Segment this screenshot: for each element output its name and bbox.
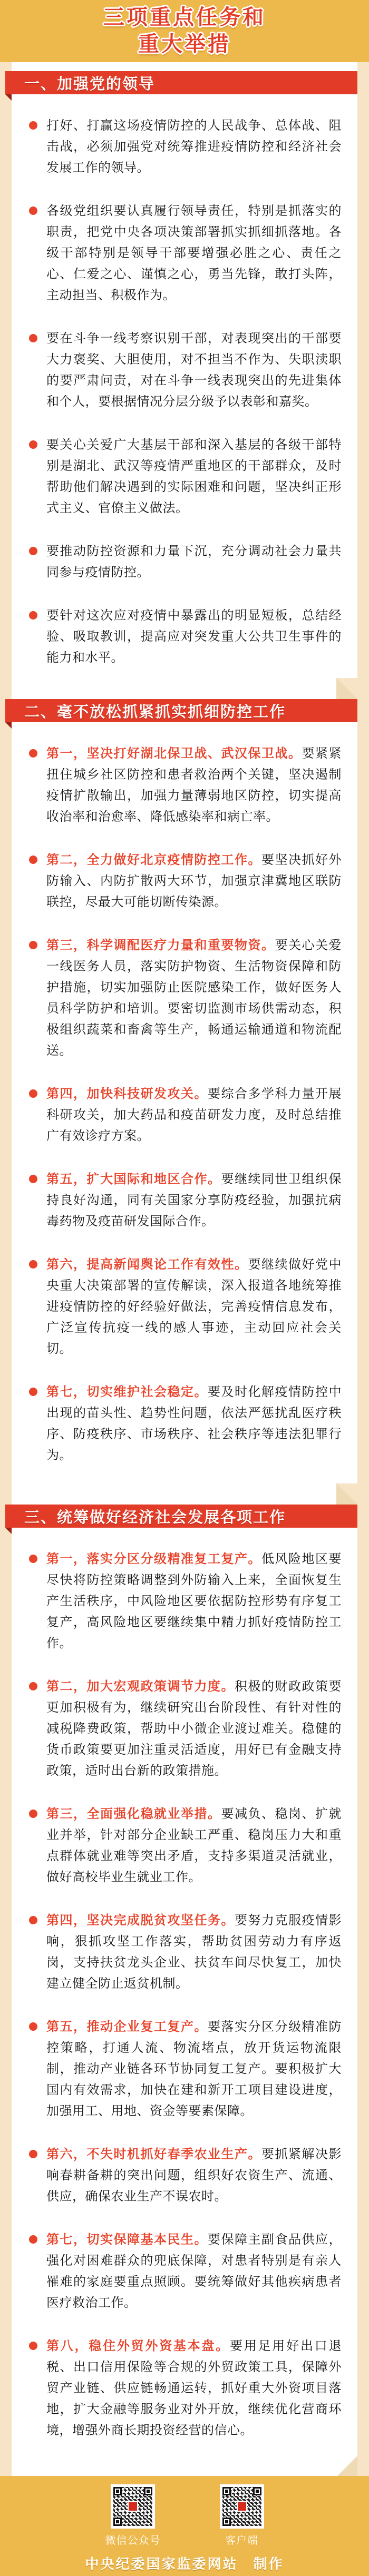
list-item xyxy=(29,2336,342,2441)
item-text xyxy=(46,1169,342,1232)
section-1 xyxy=(12,71,357,699)
qr-logo-icon xyxy=(128,2501,138,2512)
list-item xyxy=(29,743,342,828)
item-lead: 第七，切实维护社会稳定。 xyxy=(46,1385,208,1399)
item-body: 要综合多学科力量开展科研攻关，加大药品和疫苗研发力度，及时总结推广有效诊疗方案。 xyxy=(46,1087,342,1143)
item-lead: 第七，切实保障基本民生。 xyxy=(46,2233,208,2247)
item-lead: 第一，坚决打好湖北保卫战、武汉保卫战。 xyxy=(46,746,302,761)
list-item xyxy=(29,328,342,412)
list-item xyxy=(29,2017,342,2122)
bullet-dot-icon xyxy=(29,611,37,620)
bullet-dot-icon xyxy=(29,941,37,949)
bullet-dot-icon xyxy=(29,1555,37,1563)
bullet-dot-icon xyxy=(29,749,37,758)
item-text xyxy=(46,1804,342,1888)
item-body: 要继续同世卫组织保持良好沟通，同有关国家分享防疫经验，加强抗病毒药物及疫苗研发国际合作。 xyxy=(46,1172,342,1228)
section-2 xyxy=(12,699,357,1505)
client-qr-block xyxy=(220,2484,264,2547)
item-body: 要落实分区分级精准防控策略，打通人流、物流堵点，放开货运物流限制，推动产业链各环节协同复工复产。要积极扩大国内有效需求，加快在建和新开工项目建设进度，加强用工、用地、资金等要素保障。 xyxy=(46,2020,342,2118)
qr-code-row xyxy=(0,2484,369,2547)
content-card xyxy=(12,62,357,2476)
item-text xyxy=(46,2017,342,2122)
item-lead: 第二，全力做好北京疫情防控工作。 xyxy=(46,853,261,867)
item-text xyxy=(46,1382,342,1466)
qr-finder-icon xyxy=(144,2487,152,2495)
bullet-dot-icon xyxy=(29,334,37,342)
item-text xyxy=(46,435,342,519)
qr-finder-icon xyxy=(253,2487,261,2495)
section-item-list xyxy=(12,94,357,699)
item-text xyxy=(46,935,342,1061)
qr-finder-icon xyxy=(113,2487,122,2495)
list-item xyxy=(29,1804,342,1888)
bullet-dot-icon xyxy=(29,1682,37,1690)
bullet-dot-icon xyxy=(29,1089,37,1098)
qr-finder-icon xyxy=(113,2518,122,2526)
folded-corner-icon xyxy=(336,678,357,699)
section-heading-banner xyxy=(5,699,357,722)
bullet-dot-icon xyxy=(29,1810,37,1818)
item-text xyxy=(46,1910,342,1994)
bullet-dot-icon xyxy=(29,2150,37,2158)
wechat-qr-label: 微信公众号 xyxy=(105,2535,161,2546)
list-item xyxy=(29,1549,342,1654)
list-item xyxy=(29,1169,342,1232)
item-body: 要推动防控资源和力量下沉，充分调动社会力量共同参与疫情防控。 xyxy=(46,544,342,579)
section-3 xyxy=(12,1505,357,2476)
page-header xyxy=(0,0,369,62)
wechat-qr-code-icon xyxy=(111,2484,155,2529)
section-heading: 三、统筹做好经济社会发展各项工作 xyxy=(24,1509,286,1526)
list-item xyxy=(29,605,342,668)
bullet-dot-icon xyxy=(29,2235,37,2244)
section-item-list xyxy=(12,1528,357,2476)
ribbon-fold-icon xyxy=(5,1528,12,1534)
section-heading-banner xyxy=(5,1505,357,1528)
item-lead: 第四，坚决完成脱贫攻坚任务。 xyxy=(46,1913,235,1928)
item-text xyxy=(46,605,342,668)
bullet-dot-icon xyxy=(29,547,37,555)
list-item xyxy=(29,435,342,519)
item-lead: 第六，提高新闻舆论工作有效性。 xyxy=(46,1257,248,1272)
list-item xyxy=(29,2229,342,2314)
list-item xyxy=(29,115,342,179)
bullet-dot-icon xyxy=(29,2022,37,2031)
item-text xyxy=(46,328,342,412)
list-item xyxy=(29,2144,342,2207)
bullet-dot-icon xyxy=(29,1388,37,1396)
wechat-qr-block xyxy=(105,2484,161,2547)
section-item-list xyxy=(12,722,357,1505)
item-lead: 第四，加快科技研发攻关。 xyxy=(46,1087,208,1101)
item-lead: 第八，稳住外贸外资基本盘。 xyxy=(46,2339,230,2353)
bullet-dot-icon xyxy=(29,121,37,130)
section-heading: 二、毫不放松抓紧抓实抓细防控工作 xyxy=(24,703,286,721)
bullet-dot-icon xyxy=(29,207,37,215)
bullet-dot-icon xyxy=(29,856,37,864)
list-item xyxy=(29,1382,342,1466)
client-qr-label: 客户端 xyxy=(225,2535,258,2546)
item-body: 要及时化解疫情防控中出现的苗头性、趋势性问题，依法严惩扰乱医疗秩序、防疫秩序、市场秩序、社会秩序等违法犯罪行为。 xyxy=(46,1385,342,1462)
item-text xyxy=(46,1549,342,1654)
item-body: 要用足用好出口退税、出口信用保险等合规的外贸政策工具，保障外贸产业链、供应链畅通运转，抓好重大外资项目落地，扩大金融等服务业对外开放，继续优化营商环境，增强外商长期投资经营的信心。 xyxy=(46,2339,342,2437)
page-footer xyxy=(0,2476,369,2576)
bullet-dot-icon xyxy=(29,2342,37,2350)
item-text xyxy=(46,2336,342,2441)
item-body: 要抓紧解决影响春耕备耕的突出问题，组织好农资生产、流通、供应，确保农业生产不误农时。 xyxy=(46,2147,342,2204)
item-text xyxy=(46,850,342,913)
item-body: 积极的财政政策要更加积极有为，继续研究出台阶段性、有针对性的减税降费政策，帮助中小微企业渡过难关。稳健的货币政策要更加注重灵活适度，用好已有金融支持政策，适时出台新的政策措施。 xyxy=(46,1679,342,1778)
section-heading: 一、加强党的领导 xyxy=(24,75,156,93)
item-text xyxy=(46,743,342,828)
item-lead: 第二，加大宏观政策调节力度。 xyxy=(46,1679,235,1694)
client-qr-code-icon xyxy=(220,2484,264,2529)
item-text xyxy=(46,1254,342,1360)
item-body: 要努力克服疫情影响，狠抓攻坚工作落实，帮助贫困劳动力有序返岗，支持扶贫龙头企业、扶贫车间尽快复工，加快建立健全防止返贫机制。 xyxy=(46,1913,342,1991)
item-lead: 第五，扩大国际和地区合作。 xyxy=(46,1172,221,1186)
item-text xyxy=(46,2144,342,2207)
item-lead: 第一，落实分区分级精准复工复产。 xyxy=(46,1552,261,1566)
item-body: 要针对这次应对疫情中暴露出的明显短板，总结经验、吸取教训，提高应对突发重大公共卫生事件的能力和水平。 xyxy=(46,608,342,665)
item-body: 要保障主副食品供应，强化对困难群众的兜底保障，对患者特别是有亲人罹难的家庭要重点照顾。要统筹做好其他疾病患者医疗救治工作。 xyxy=(46,2233,342,2310)
item-body: 要坚决抓好外防输入、内防扩散两大环节，加强京津冀地区联防联控，尽最大可能切断传染源。 xyxy=(46,853,342,909)
bullet-dot-icon xyxy=(29,1260,37,1269)
item-text xyxy=(46,1676,342,1782)
folded-corner-icon xyxy=(336,1483,357,1505)
list-item xyxy=(29,850,342,913)
item-lead: 第六，不失时机抓好春季农业生产。 xyxy=(46,2147,261,2161)
list-item xyxy=(29,541,342,583)
item-body: 低风险地区要尽快将防控策略调整到外防输入上来，全面恢复生产生活秩序，中风险地区要依据防控形势有序复工复产，高风险地区要继续集中精力抓好疫情防控工作。 xyxy=(46,1552,342,1650)
item-body: 要减负、稳岗、扩就业并举，针对部分企业缺工严重、稳岗压力大和重点群体就业难等突出矛盾，支持多渠道灵活就业，做好高校毕业生就业工作。 xyxy=(46,1807,342,1884)
bullet-dot-icon xyxy=(29,440,37,449)
qr-logo-icon xyxy=(237,2501,247,2512)
list-item xyxy=(29,1254,342,1360)
page-title-line-1: 三项重点任务和 xyxy=(103,6,266,29)
producer-credit: 中央纪委国家监委网站 制作 xyxy=(85,2556,284,2572)
item-lead: 第三，全面强化稳就业举措。 xyxy=(46,1807,221,1821)
item-text xyxy=(46,541,342,583)
bullet-dot-icon xyxy=(29,1175,37,1183)
item-lead: 第五，推动企业复工复产。 xyxy=(46,2020,208,2034)
item-lead: 第三，科学调配医疗力量和重要物资。 xyxy=(46,938,275,952)
item-body: 各级党组织要认真履行领导责任，特别是抓落实的职责，把党中央各项决策部署抓实抓细抓落地。各级干部特别是领导干部要增强必胜之心、责任之心、仁爱之心、谨慎之心，勇当先锋，敢打头阵，主动担当、积极作为。 xyxy=(46,204,342,302)
item-text xyxy=(46,115,342,179)
list-item xyxy=(29,1084,342,1147)
list-item xyxy=(29,1910,342,1994)
item-text xyxy=(46,2229,342,2314)
item-body: 要紧紧扭住城乡社区防控和患者救治两个关键，坚决遏制疫情扩散输出，加强力量薄弱地区防控，切实提高收治率和治愈率、降低感染率和病亡率。 xyxy=(46,746,342,824)
item-body: 要继续做好党中央重大决策部署的宣传解读，深入报道各地统筹推进疫情防控的好经验好做法，完善疫情信息发布，广泛宣传抗疫一线的感人事迹，主动回应社会关切。 xyxy=(46,1257,342,1356)
item-text xyxy=(46,1084,342,1147)
item-body: 要在斗争一线考察识别干部，对表现突出的干部要大力褒奖、大胆使用，对不担当不作为、失职渎职的要严肃问责，对在斗争一线表现突出的先进集体和个人，要根据情况分层分级予以表彰和嘉奖。 xyxy=(46,331,342,409)
item-body: 打好、打赢这场疫情防控的人民战争、总体战、阻击战，必须加强党对统筹推进疫情防控和经济社会发展工作的领导。 xyxy=(46,119,342,175)
page-title-line-2: 重大举措 xyxy=(138,33,231,56)
list-item xyxy=(29,1676,342,1782)
bullet-dot-icon xyxy=(29,1916,37,1924)
item-body: 要关心关爱一线医务人员，落实防护物资、生活物资保障和防护措施，切实加强防止医院感染工作，做好医务人员科学防护和培训。要密切监测市场供需动态，积极组织蔬菜和畜禽等生产，畅通运输通道和物流配送。 xyxy=(46,938,342,1058)
list-item xyxy=(29,935,342,1061)
item-text xyxy=(46,201,342,306)
section-heading-banner xyxy=(5,71,357,94)
list-item xyxy=(29,201,342,306)
qr-finder-icon xyxy=(222,2487,231,2495)
ribbon-fold-icon xyxy=(5,722,12,729)
qr-finder-icon xyxy=(222,2518,231,2526)
item-body: 要关心关爱广大基层干部和深入基层的各级干部特别是湖北、武汉等疫情严重地区的干部群众，及时帮助他们解决遇到的实际困难和问题，坚决纠正形式主义、官僚主义做法。 xyxy=(46,438,342,515)
ribbon-fold-icon xyxy=(5,94,12,101)
